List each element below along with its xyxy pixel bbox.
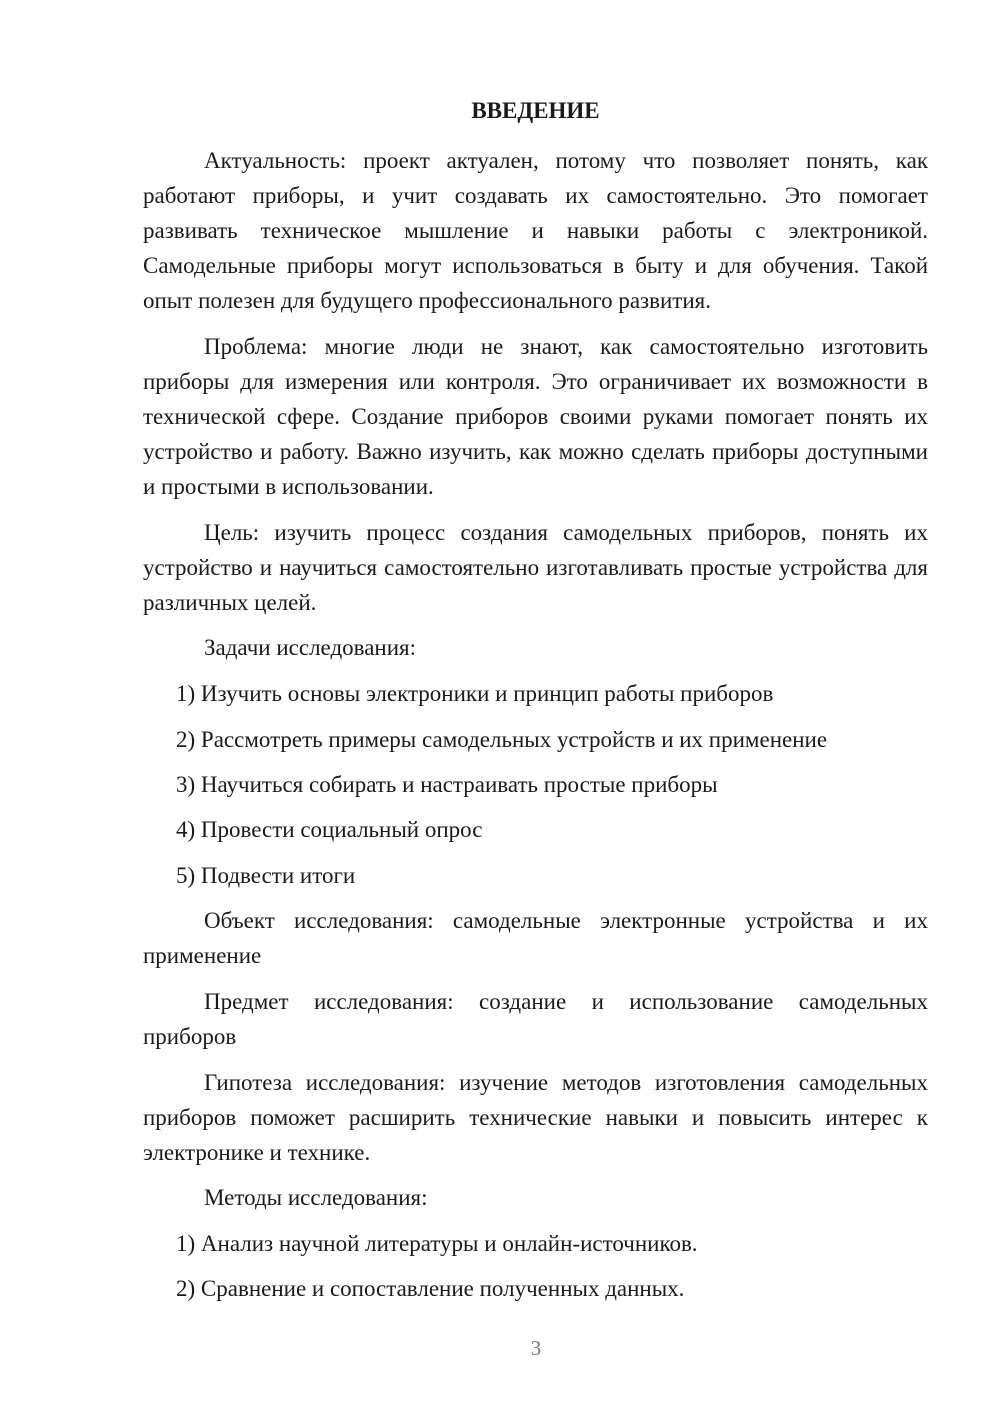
page-number: 3	[530, 1336, 542, 1360]
hypothesis-paragraph: Гипотеза исследования: изучение методов изготовления самодельных приборов поможет расширить технические навыки и повысить интерес к электронике и технике.	[143, 1070, 928, 1165]
object-paragraph: Объект исследования: самодельные электронные устройства и их применение	[143, 908, 928, 968]
task-item-2: 2) Рассмотреть примеры самодельных устройств и их применение	[176, 727, 828, 752]
method-item-2: 2) Сравнение и сопоставление полученных данных.	[176, 1276, 685, 1301]
task-item-5: 5) Подвести итоги	[176, 863, 356, 888]
relevance-paragraph: Актуальность: проект актуален, потому что позволяет понять, как работают приборы, и учит создавать их самостоятельно. Это помогает развивать техническое мышление и навыки работы с электроникой. Самодельные приборы могут использоваться в быту и для обучения. Такой опыт полезен для будущего профессионального развития.	[143, 148, 928, 313]
task-item-1: 1) Изучить основы электроники и принцип работы приборов	[176, 681, 774, 706]
task-item-3: 3) Научиться собирать и настраивать простые приборы	[176, 772, 718, 797]
problem-paragraph: Проблема: многие люди не знают, как самостоятельно изготовить приборы для измерения или контроля. Это ограничивает их возможности в технической сфере. Создание приборов своими руками помогает понять их устройство и работу. Важно изучить, как можно сделать приборы доступными и простыми в использовании.	[143, 334, 928, 499]
goal-paragraph: Цель: изучить процесс создания самодельных приборов, понять их устройство и научиться самостоятельно изготавливать простые устройства для различных целей.	[143, 520, 928, 615]
method-item-1: 1) Анализ научной литературы и онлайн-источников.	[176, 1231, 698, 1256]
task-item-4: 4) Провести социальный опрос	[176, 817, 483, 842]
subject-paragraph: Предмет исследования: создание и использование самодельных приборов	[143, 989, 928, 1049]
methods-heading: Методы исследования:	[204, 1185, 428, 1210]
tasks-heading: Задачи исследования:	[204, 635, 417, 660]
section-heading: ВВЕДЕНИЕ	[471, 98, 600, 123]
